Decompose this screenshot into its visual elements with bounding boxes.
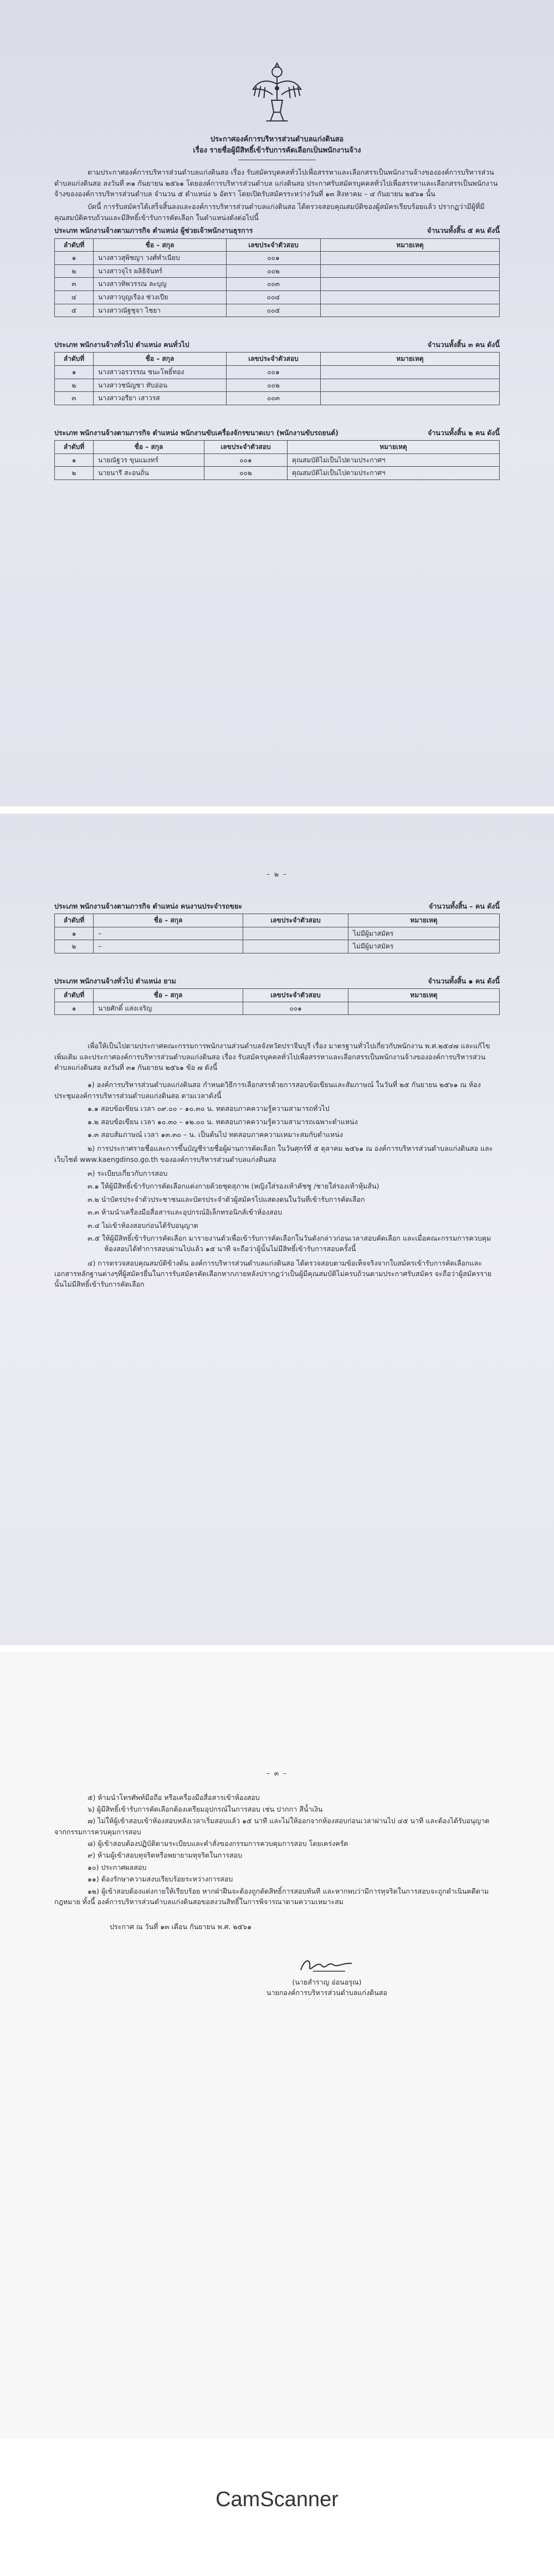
- cell-exam-id: ๐๐๕: [227, 304, 321, 317]
- body-paragraph: เพื่อให้เป็นไปตามประกาศคณะกรรมการพนักงานส่วนตำบลจังหวัดปราจีนบุรี เรื่อง มาตรฐานทั่วไปเกี่ยวกับพนักงาน พ.ศ.๒๕๔๗ และแก้ไขเพิ่มเติม และประกาศองค์การบริหารส่วนตำบลแก่งดินสอ เรื่อง รับสมัครบุคคลทั่วไปเพื่อสรรหาและเลือกสรรเป็นพนักงานจ้างขององค์การบริหารส่วนตำบลแก่งดินสอ ลงวันที่ ๓๑ กันยายน ๒๕๖๑ ข้อ ๗ ดังนี้: [54, 1042, 490, 1072]
- col-remark: หมายเหตุ: [348, 989, 500, 1002]
- cell-remark: [321, 278, 500, 291]
- cell-exam-id: ๐๐๑: [227, 252, 321, 265]
- cell-exam-id: ๐๐๒: [204, 467, 288, 480]
- section1-count: จำนวนทั้งสิ้น ๕ คน ดังนี้: [427, 226, 500, 235]
- section1-header: [54, 225, 500, 236]
- col-remark: หมายเหตุ: [321, 353, 500, 366]
- cell-exam-id: ๐๐๓: [227, 392, 321, 405]
- table-row: [55, 366, 500, 379]
- section3-label: ประเภท พนักงานจ้างตามภารกิจ ตำแหน่ง พนักงานขับเครื่องจักรขนาดเบา (พนักงานขับรถยนต์): [54, 428, 339, 437]
- col-exam-id: เลขประจำตัวสอบ: [243, 914, 348, 927]
- section1-label: ประเภท พนักงานจ้างตามภารกิจ ตำแหน่ง ผู้ช่วยเจ้าพนักงานธุรการ: [54, 226, 253, 235]
- section2-count: จำนวนทั้งสิ้น ๓ คน ดังนี้: [427, 340, 500, 349]
- org-heading: ประกาศองค์การบริหารส่วนตำบลแก่งดินสอ: [210, 135, 344, 144]
- table-row: [55, 379, 500, 392]
- cell-exam-id: ๐๐๑: [204, 453, 288, 467]
- section2-header: [54, 339, 500, 350]
- section5-count: จำนวนทั้งสิ้น ๑ คน ดังนี้: [428, 976, 500, 985]
- item-1: ๑) องค์การบริหารส่วนตำบลแก่งดินสอ กำหนดวิธีการเลือกสรรด้วยการสอบข้อเขียนและสัมภาษณ์ ในวันที่ ๒๕ กันยายน ๒๕๖๑ ณ ห้องประชุมองค์การบริหารส่วนตำบลแก่งดินสอ ตามเวลาดังนี้: [54, 1080, 481, 1100]
- camscanner-watermark: CamScanner: [0, 2439, 554, 2576]
- cell-exam-id: ๐๐๓: [227, 278, 321, 291]
- table-row: [55, 927, 500, 940]
- item-3-3: ๓.๓ ห้ามนำเครื่องมือสื่อสารและอุปกรณ์อิเล็กทรอนิกส์เข้าห้องสอบ: [88, 1208, 283, 1217]
- cell-order: ๑: [55, 1002, 94, 1015]
- col-order: ลำดับที่: [55, 353, 94, 366]
- cell-name: นางสาวณัฐชุจา ไชยา: [94, 304, 227, 317]
- col-exam-id: เลขประจำตัวสอบ: [227, 238, 321, 252]
- cell-order: ๓: [55, 278, 94, 291]
- cell-remark: ไม่มีผู้มาสมัคร: [348, 940, 500, 953]
- page-number: – ๒ –: [266, 870, 288, 878]
- col-exam-id: เลขประจำตัวสอบ: [204, 441, 288, 454]
- col-name: ชื่อ – สกุล: [94, 441, 204, 454]
- section4-header: [54, 901, 500, 911]
- cell-order: ๒: [55, 379, 94, 392]
- cell-remark: [321, 252, 500, 265]
- col-remark: หมายเหตุ: [348, 914, 500, 927]
- section5-table: [54, 988, 500, 1015]
- cell-order: ๑: [55, 366, 94, 379]
- table-row: [55, 1002, 500, 1015]
- col-order: ลำดับที่: [55, 238, 94, 252]
- page-number: – ๓ –: [266, 1769, 288, 1777]
- signer-title: นายกองค์การบริหารส่วนตำบลแก่งดินสอ: [266, 1988, 387, 1997]
- rule-item: ๕) ห้ามนำโทรศัพท์มือถือ หรือเครื่องมือสื่อสารเข้าห้องสอบ: [88, 1793, 260, 1802]
- col-name: ชื่อ – สกุล: [94, 353, 227, 366]
- table-row: [55, 264, 500, 278]
- cell-name: นางสาวทิพวรรณ ละบุญ: [94, 278, 227, 291]
- second-paragraph: บัดนี้ การรับสมัครได้เสร็จสิ้นลงและองค์การบริหารส่วนตำบลแก่งดินสอ ได้ตรวจสอบคุณสมบัติของผู้สมัครเรียบร้อยแล้ว ปรากฏว่ามีผู้ที่มีคุณสมบัติครบถ้วนและมีสิทธิ์เข้ารับการคัดเลือก ในตำแหน่งดังต่อไปนี้: [54, 202, 485, 222]
- cell-name: นางสาวจุไร ผลิธิจันทร์: [94, 264, 227, 278]
- table-row: [55, 467, 500, 480]
- section2-table: [54, 352, 500, 405]
- rules-list: [54, 1792, 500, 1907]
- cell-remark: [348, 1002, 500, 1015]
- garuda-emblem-icon: [248, 62, 306, 127]
- section3-table: [54, 440, 500, 480]
- rule-item: ๑๑) ต้องรักษาความสงบเรียบร้อยระหว่างการสอบ: [88, 1875, 233, 1884]
- item-1-1: ๑.๑ สอบข้อเขียน เวลา ๐๙.๐๐ – ๑๐.๓๐ น. ทดสอบภาคความรู้ความสามารถทั่วไป: [88, 1104, 330, 1113]
- col-exam-id: เลขประจำตัวสอบ: [227, 353, 321, 366]
- cell-order: ๕: [55, 304, 94, 317]
- table-row: [55, 278, 500, 291]
- cell-remark: [321, 264, 500, 278]
- item-2: ๒) การประกาศรายชื่อและการขึ้นบัญชีรายชื่อผู้ผ่านการคัดเลือก ในวันศุกร์ที่ ๕ ตุลาคม ๒๕๖๑ ณ องค์การบริหารส่วนตำบลแก่งดินสอ และเว็บไซต์ www.kaengdinso.go.th ขององค์การบริหารส่วนตำบลแก่งดินสอ: [54, 1144, 493, 1164]
- rule-item: ๑๐) ประกาศผลสอบ: [88, 1863, 147, 1871]
- cell-remark: [321, 366, 500, 379]
- rule-item: ๖) ผู้มีสิทธิ์เข้ารับการคัดเลือกต้องเตรียมอุปกรณ์ในการสอบ เช่น ปากกา สีน้ำเงิน: [88, 1804, 323, 1813]
- rule-item: ๙) ห้ามผู้เข้าสอบทุจริตหรือพยายามทุจริตในการสอบ: [88, 1851, 243, 1860]
- intro-paragraph: ตามประกาศองค์การบริหารส่วนตำบลแก่งดินสอ เรื่อง รับสมัครบุคคลทั่วไปเพื่อสรรหาและเลือกสรรเป็นพนักงานจ้างขององค์การบริหารส่วนตำบลแก่งดินสอ ลงวันที่ ๓๑ กันยายน ๒๕๖๑ โดยองค์การบริหารส่วนตำบล แก่งดินสอ ประกาศรับสมัครบุคคลทั่วไปเพื่อสรรหาและเลือกสรรเป็นพนักงานจ้างขององค์การบริหารส่วนตำบล จำนวน ๕ ตำแหน่ง ๖ อัตรา โดยเปิดรับสมัครระหว่างวันที่ ๑๓ สิงหาคม – ๔ กันยายน ๒๕๖๑ นั้น: [54, 168, 498, 198]
- cell-exam-id: ๐๐๔: [227, 290, 321, 304]
- table-row: [55, 252, 500, 265]
- cell-remark: [321, 304, 500, 317]
- col-name: ชื่อ – สกุล: [94, 238, 227, 252]
- section4-label: ประเภท พนักงานจ้างตามภารกิจ ตำแหน่ง คนงานประจำรถขยะ: [54, 901, 243, 910]
- cell-exam-id: ๐๐๑: [243, 1002, 348, 1015]
- rule-item: ๑๒) ผู้เข้าสอบต้องแต่งกายให้เรียบร้อย หากฝ่าฝืนจะต้องถูกตัดสิทธิ์การสอบทันที และหากพบว่ามีการทุจริตในการสอบจะถูกดำเนินคดีตามกฎหมาย ทั้งนี้ องค์การบริหารส่วนตำบลแก่งดินสอขอสงวนสิทธิ์ในการพิจารณาตามความเหมาะสม: [54, 1886, 489, 1906]
- table-row: [55, 290, 500, 304]
- section2-label: ประเภท พนักงานจ้างทั่วไป ตำแหน่ง คนทั่วไป: [54, 340, 189, 349]
- cell-remark: [321, 379, 500, 392]
- cell-name: นายศักดิ์ แสงเจริญ: [94, 1002, 243, 1015]
- document-page-2: [0, 814, 554, 1645]
- col-order: ลำดับที่: [55, 441, 94, 454]
- cell-remark: [321, 290, 500, 304]
- document-page-1: [0, 0, 554, 807]
- section3-header: [54, 427, 500, 438]
- cell-name: นางสาวสุพิชญา วงศ์ทำเนียบ: [94, 252, 227, 265]
- signature-icon: [296, 1955, 357, 1977]
- section5-label: ประเภท พนักงานจ้างทั่วไป ตำแหน่ง ยาม: [54, 976, 176, 985]
- item-4: ๔) การตรวจสอบคุณสมบัติข้างต้น องค์การบริหารส่วนตำบลแก่งดินสอ ได้ตรวจสอบตามข้อเท็จจริงจากใบสมัครเข้ารับการคัดเลือกและเอกสารหลักฐานต่างๆที่ผู้สมัครยื่นในการรับสมัครคัดเลือกหากภายหลังปรากฏว่าเป็นผู้มีคุณสมบัติไม่ครบถ้วนตามประกาศรับสมัคร จะถือว่าผู้สมัครรายนั้นไม่มีสิทธิ์เข้ารับการคัดเลือก: [54, 1258, 492, 1289]
- item-1-3: ๑.๓ สอบสัมภาษณ์ เวลา ๑๓.๓๐ – น. เป็นต้นไป ทดสอบภาคความเหมาะสมกับตำแหน่ง: [88, 1130, 343, 1139]
- cell-name: นางสาวบุญเรือง ช่วงเปีย: [94, 290, 227, 304]
- section4-table: [54, 914, 500, 953]
- rule-item: ๘) ผู้เข้าสอบต้องปฏิบัติตามระเบียบและคำสั่งของกรรมการควบคุมการสอบ โดยเคร่งครัด: [88, 1839, 348, 1848]
- cell-exam-id: ๐๐๒: [227, 379, 321, 392]
- cell-remark: คุณสมบัติไม่เป็นไปตามประกาศฯ: [288, 453, 500, 467]
- cell-name: –: [94, 940, 243, 953]
- table-row: [55, 940, 500, 953]
- item-1-2: ๑.๒ สอบข้อเขียน เวลา ๑๐.๓๐ – ๑๒.๐๐ น. ทดสอบภาคความรู้ความสามารถเฉพาะตำแหน่ง: [88, 1117, 358, 1126]
- cell-order: ๒: [55, 940, 94, 953]
- col-exam-id: เลขประจำตัวสอบ: [243, 989, 348, 1002]
- section4-count: จำนวนทั้งสิ้น – คน ดังนี้: [429, 901, 500, 910]
- col-name: ชื่อ – สกุล: [94, 989, 243, 1002]
- cell-order: ๔: [55, 290, 94, 304]
- table-row: [55, 392, 500, 405]
- cell-order: ๓: [55, 392, 94, 405]
- cell-order: ๒: [55, 264, 94, 278]
- col-remark: หมายเหตุ: [321, 238, 500, 252]
- table-row: [55, 304, 500, 317]
- cell-exam-id: ๐๐๑: [227, 366, 321, 379]
- cell-name: นายณัฐวร ขุนแมงทร์: [94, 453, 204, 467]
- cell-order: ๑: [55, 252, 94, 265]
- announce-date: ประกาศ ณ วันที่ ๑๓ เดือน กันยายน พ.ศ. ๒๕๖๑: [110, 1922, 252, 1931]
- subject-heading: เรื่อง รายชื่อผู้มีสิทธิ์เข้ารับการคัดเลือกเป็นพนักงานจ้าง: [193, 146, 361, 155]
- signature-block: [54, 1955, 500, 1998]
- cell-exam-id: [243, 940, 348, 953]
- col-name: ชื่อ – สกุล: [94, 914, 243, 927]
- page-gap: [0, 807, 554, 814]
- item-3: ๓) ระเบียบเกี่ยวกับการสอบ: [88, 1169, 168, 1178]
- cell-name: นายนารี สะอนถิ่น: [94, 467, 204, 480]
- item-3-2: ๓.๒ นำบัตรประจำตัวประชาชนและบัตรประจำตัวผู้สมัครไปแสดงตนในวันที่เข้ารับการคัดเลือก: [88, 1195, 365, 1203]
- cell-name: –: [94, 927, 243, 940]
- item-3-1: ๓.๑ ให้ผู้มีสิทธิ์เข้ารับการคัดเลือกแต่งกายด้วยชุดสุภาพ (หญิงใส่รองเท้าคัชชู /ชายใส่รองเท้าหุ้มส้น): [88, 1182, 379, 1191]
- cell-name: นางสาวอรียา เสาวรส: [94, 392, 227, 405]
- rule-item: ๗) ไม่ให้ผู้เข้าสอบเข้าห้องสอบหลังเวลาเริ่มสอบแล้ว ๑๕ นาที และไม่ให้ออกจากห้องสอบก่อนเวลาผ่านไป ๔๕ นาที และต้องได้รับอนุญาตจากกรรมการควบคุมการสอบ: [54, 1817, 490, 1836]
- signer-name: (นายสำราญ อ่อนอรุณ): [292, 1977, 362, 1986]
- section3-count: จำนวนทั้งสิ้น ๒ คน ดังนี้: [428, 428, 500, 437]
- cell-remark: ไม่มีผู้มาสมัคร: [348, 927, 500, 940]
- item-3-4: ๓.๔ ไม่เข้าห้องสอบก่อนได้รับอนุญาต: [88, 1221, 198, 1230]
- col-remark: หมายเหตุ: [288, 441, 500, 454]
- cell-exam-id: ๐๐๒: [227, 264, 321, 278]
- cell-exam-id: [243, 927, 348, 940]
- section1-table: [54, 238, 500, 318]
- page-gap: [0, 1645, 554, 1652]
- cell-order: ๒: [55, 467, 94, 480]
- cell-name: นางสาวชนัญชา ทับอ่อน: [94, 379, 227, 392]
- cell-order: ๑: [55, 453, 94, 467]
- cell-order: ๑: [55, 927, 94, 940]
- table-row: [55, 453, 500, 467]
- col-order: ลำดับที่: [55, 914, 94, 927]
- cell-remark: [321, 392, 500, 405]
- cell-name: นางสาวอรวรรณ ชนะโพธิ์ทอง: [94, 366, 227, 379]
- section5-header: [54, 976, 500, 986]
- document-page-3: [0, 1652, 554, 2439]
- cell-remark: คุณสมบัติไม่เป็นไปตามประกาศฯ: [288, 467, 500, 480]
- col-order: ลำดับที่: [55, 989, 94, 1002]
- item-3-5: ๓.๕ ให้ผู้มีสิทธิ์เข้ารับการคัดเลือก มารายงานตัวเพื่อเข้ารับการคัดเลือกในวันดังกล่าวก่อนเวลาสอบคัดเลือก และเมื่อคณะกรรมการควบคุมห้องสอบได้ทำการสอบผ่านไปแล้ว ๑๕ นาที จะถือว่าผู้นั้นไม่มีสิทธิ์เข้ารับการสอบครั้งนี้: [88, 1233, 491, 1253]
